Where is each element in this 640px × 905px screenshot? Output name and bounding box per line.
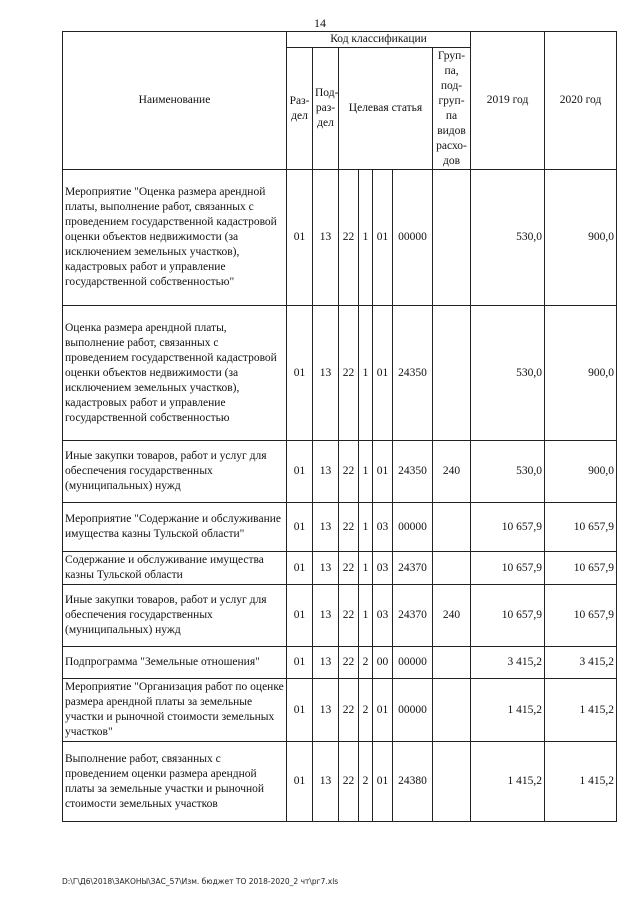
row-target-direction: 00000 bbox=[393, 503, 433, 552]
row-target-subprogram: 1 bbox=[359, 503, 373, 552]
row-subsection: 13 bbox=[313, 679, 339, 742]
row-name: Выполнение работ, связанных с проведением оценки размера арендной платы за земельные участки и рыночной стоимости земельных участков bbox=[63, 742, 287, 822]
header-group: Груп-па, под-груп-па видов расхо-дов bbox=[433, 48, 471, 170]
row-section: 01 bbox=[287, 306, 313, 441]
row-amount-2020: 900,0 bbox=[545, 441, 617, 503]
row-amount-2020: 10 657,9 bbox=[545, 503, 617, 552]
row-amount-2019: 530,0 bbox=[471, 170, 545, 306]
row-amount-2019: 1 415,2 bbox=[471, 679, 545, 742]
row-amount-2020: 900,0 bbox=[545, 170, 617, 306]
row-target-direction: 00000 bbox=[393, 647, 433, 679]
row-subsection: 13 bbox=[313, 647, 339, 679]
row-target-direction: 24350 bbox=[393, 441, 433, 503]
row-target-event: 03 bbox=[373, 552, 393, 585]
row-amount-2019: 530,0 bbox=[471, 306, 545, 441]
table-row bbox=[63, 306, 617, 441]
row-target-subprogram: 1 bbox=[359, 306, 373, 441]
row-target-event: 01 bbox=[373, 441, 393, 503]
row-target-event: 03 bbox=[373, 585, 393, 647]
row-target-subprogram: 1 bbox=[359, 552, 373, 585]
row-target-subprogram: 2 bbox=[359, 679, 373, 742]
header-subsection: Под-раз-дел bbox=[313, 48, 339, 170]
header-year-2020: 2020 год bbox=[545, 32, 617, 170]
row-expense-group bbox=[433, 679, 471, 742]
row-target-subprogram: 1 bbox=[359, 170, 373, 306]
file-path-footer: D:\Г\Д6\2018\ЗАКОНЫ\ЗАС_57\Изм. бюджет ТО 2018-2020_2 чт\рг7.xls bbox=[62, 877, 339, 886]
row-expense-group bbox=[433, 552, 471, 585]
table-row bbox=[63, 441, 617, 503]
row-amount-2020: 1 415,2 bbox=[545, 679, 617, 742]
row-subsection: 13 bbox=[313, 585, 339, 647]
row-amount-2019: 1 415,2 bbox=[471, 742, 545, 822]
row-expense-group: 240 bbox=[433, 585, 471, 647]
row-target-event: 00 bbox=[373, 647, 393, 679]
row-section: 01 bbox=[287, 503, 313, 552]
table-row bbox=[63, 742, 617, 822]
table-row bbox=[63, 647, 617, 679]
row-section: 01 bbox=[287, 679, 313, 742]
row-expense-group bbox=[433, 170, 471, 306]
row-expense-group bbox=[433, 742, 471, 822]
row-target-event: 01 bbox=[373, 170, 393, 306]
row-name: Иные закупки товаров, работ и услуг для обеспечения государственных (муниципальных) нужд bbox=[63, 585, 287, 647]
row-target-direction: 24370 bbox=[393, 552, 433, 585]
header-year-2019: 2019 год bbox=[471, 32, 545, 170]
row-subsection: 13 bbox=[313, 552, 339, 585]
row-name: Содержание и обслуживание имущества казны Тульской области bbox=[63, 552, 287, 585]
row-target-program: 22 bbox=[339, 306, 359, 441]
row-expense-group bbox=[433, 503, 471, 552]
row-name: Подпрограмма "Земельные отношения" bbox=[63, 647, 287, 679]
header-name: Наименование bbox=[63, 32, 287, 170]
row-section: 01 bbox=[287, 647, 313, 679]
header-target: Целевая статья bbox=[339, 48, 433, 170]
row-target-direction: 00000 bbox=[393, 679, 433, 742]
table-row bbox=[63, 503, 617, 552]
table-row bbox=[63, 679, 617, 742]
row-target-program: 22 bbox=[339, 679, 359, 742]
row-subsection: 13 bbox=[313, 441, 339, 503]
row-target-direction: 24380 bbox=[393, 742, 433, 822]
row-section: 01 bbox=[287, 170, 313, 306]
row-expense-group bbox=[433, 306, 471, 441]
table-row bbox=[63, 585, 617, 647]
table-row bbox=[63, 170, 617, 306]
row-subsection: 13 bbox=[313, 742, 339, 822]
header-section: Раз-дел bbox=[287, 48, 313, 170]
row-amount-2020: 10 657,9 bbox=[545, 552, 617, 585]
table-row bbox=[63, 552, 617, 585]
row-subsection: 13 bbox=[313, 306, 339, 441]
row-expense-group bbox=[433, 647, 471, 679]
row-target-event: 01 bbox=[373, 679, 393, 742]
row-target-event: 03 bbox=[373, 503, 393, 552]
row-target-subprogram: 1 bbox=[359, 585, 373, 647]
row-target-direction: 00000 bbox=[393, 170, 433, 306]
header-classification: Код классификации bbox=[287, 32, 471, 48]
row-target-direction: 24350 bbox=[393, 306, 433, 441]
row-target-program: 22 bbox=[339, 503, 359, 552]
row-target-program: 22 bbox=[339, 170, 359, 306]
row-name: Мероприятие "Организация работ по оценке размера арендной платы за земельные участки и рыночной стоимости земельных участков" bbox=[63, 679, 287, 742]
row-name: Иные закупки товаров, работ и услуг для обеспечения государственных (муниципальных) нужд bbox=[63, 441, 287, 503]
row-amount-2019: 10 657,9 bbox=[471, 552, 545, 585]
row-subsection: 13 bbox=[313, 503, 339, 552]
row-amount-2020: 1 415,2 bbox=[545, 742, 617, 822]
page-number: 14 bbox=[314, 16, 326, 30]
row-expense-group: 240 bbox=[433, 441, 471, 503]
row-amount-2019: 10 657,9 bbox=[471, 503, 545, 552]
budget-table bbox=[62, 31, 617, 822]
row-section: 01 bbox=[287, 585, 313, 647]
row-name: Мероприятие "Оценка размера арендной платы, выполнение работ, связанных с проведением государственной кадастровой оценки объектов недвижимости (за исключением земельных участков), кадастровых работ и управление государственной собственностью" bbox=[63, 170, 287, 306]
row-amount-2019: 530,0 bbox=[471, 441, 545, 503]
row-name: Мероприятие "Содержание и обслуживание имущества казны Тульской области" bbox=[63, 503, 287, 552]
row-target-program: 22 bbox=[339, 742, 359, 822]
row-target-subprogram: 1 bbox=[359, 441, 373, 503]
row-amount-2019: 3 415,2 bbox=[471, 647, 545, 679]
row-amount-2020: 3 415,2 bbox=[545, 647, 617, 679]
row-section: 01 bbox=[287, 742, 313, 822]
row-target-event: 01 bbox=[373, 306, 393, 441]
row-amount-2019: 10 657,9 bbox=[471, 585, 545, 647]
row-target-program: 22 bbox=[339, 585, 359, 647]
row-amount-2020: 10 657,9 bbox=[545, 585, 617, 647]
row-amount-2020: 900,0 bbox=[545, 306, 617, 441]
row-section: 01 bbox=[287, 441, 313, 503]
row-target-subprogram: 2 bbox=[359, 742, 373, 822]
row-target-program: 22 bbox=[339, 647, 359, 679]
row-name: Оценка размера арендной платы, выполнение работ, связанных с проведением государственной кадастровой оценки объектов недвижимости (за исключением земельных участков), кадастровых работ и управление государственной собственностью bbox=[63, 306, 287, 441]
row-target-program: 22 bbox=[339, 552, 359, 585]
row-section: 01 bbox=[287, 552, 313, 585]
row-target-program: 22 bbox=[339, 441, 359, 503]
row-subsection: 13 bbox=[313, 170, 339, 306]
row-target-subprogram: 2 bbox=[359, 647, 373, 679]
row-target-event: 01 bbox=[373, 742, 393, 822]
row-target-direction: 24370 bbox=[393, 585, 433, 647]
